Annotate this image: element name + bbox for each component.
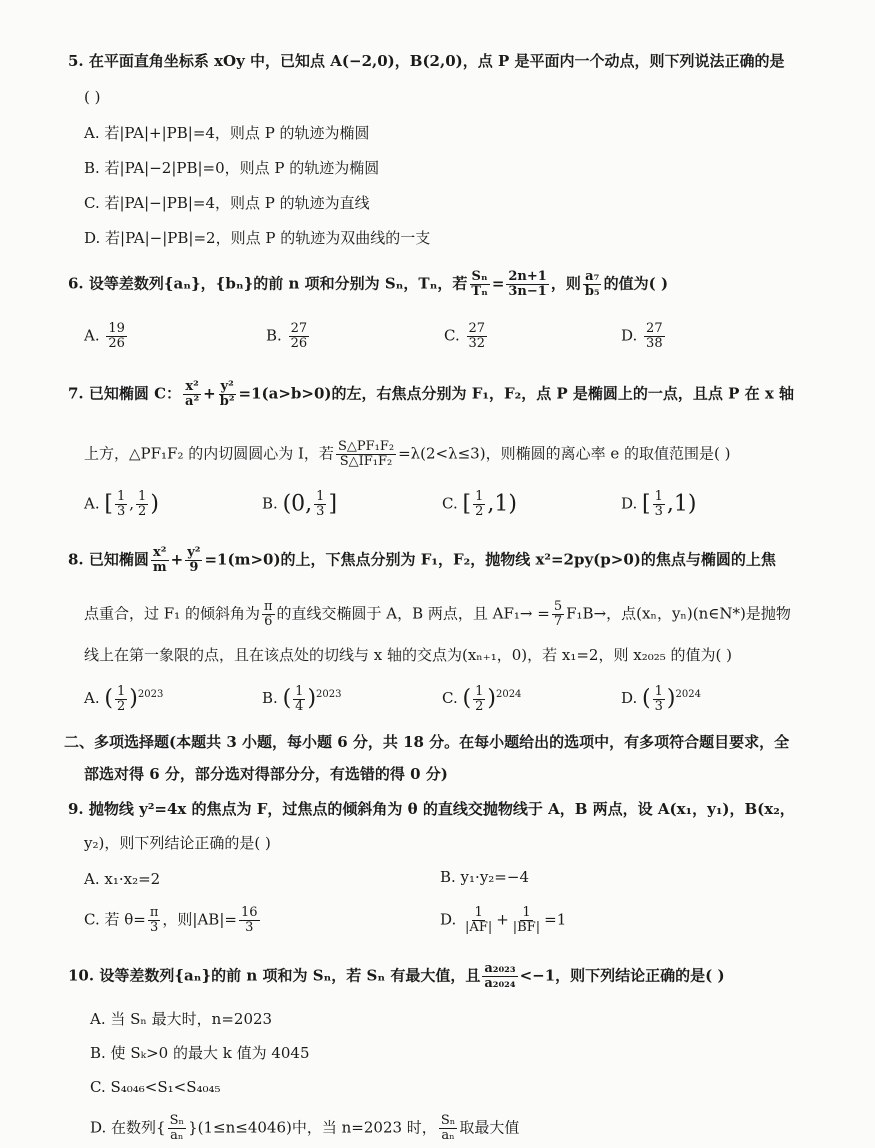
q7-option-d <box>621 490 697 519</box>
q6-a-den: 26 <box>108 336 125 351</box>
q8-frac2-den: 9 <box>189 560 199 575</box>
q7-frac3-den: S△IF₁F₂ <box>339 454 393 469</box>
q8-frac2-num: y² <box>187 545 201 560</box>
q8-pre: 8. 已知椭圆 <box>68 550 149 569</box>
q10-d-frac1-den: aₙ <box>170 1128 184 1143</box>
section2-heading-line2: 部选对得 6 分，部分选对得部分分，有选错的得 0 分) <box>84 765 448 783</box>
q7-pre: 7. 已知椭圆 C： <box>68 384 182 403</box>
q10-d-frac2-num: Sₙ <box>440 1113 456 1128</box>
q7-frac2-num: y² <box>220 379 234 394</box>
q8-l2-post: F₁B→，点(xₙ，yₙ)(n∈N*)是抛物 <box>566 604 791 623</box>
q6-b-den: 26 <box>290 336 308 351</box>
q9-c-frac1-num: π <box>149 905 159 920</box>
q7-frac1-den: a² <box>185 394 200 409</box>
q9-option-a: A. x₁·x₂=2 <box>84 870 161 888</box>
q9-d-frac1-num: 1 <box>474 905 483 920</box>
q9-d-post: =1 <box>544 910 567 929</box>
q8-frac4-num: 5 <box>553 599 563 614</box>
q9-d-frac2-num: 1 <box>522 905 531 920</box>
q6-option-a <box>84 322 129 351</box>
q5-stem-line1: 5. 在平面直角坐标系 xOy 中，已知点 A(−2,0)，B(2,0)，点 P 是平面内一个动点，则下列说法正确的是 <box>68 52 785 70</box>
q6-frac1-num: Sₙ <box>471 269 488 284</box>
q8-c-num: 1 <box>475 683 484 699</box>
q8-a-den: 2 <box>116 698 126 714</box>
q9-c-frac2-num: 16 <box>240 905 258 920</box>
q7-a-comma: , <box>129 494 135 513</box>
q10-d-frac2-den: aₙ <box>441 1128 455 1143</box>
q7-d-num: 1 <box>654 489 663 504</box>
q9-c-frac2-den: 3 <box>245 920 254 935</box>
q8-a-exp: 2023 <box>137 689 164 700</box>
q7-plus: + <box>203 384 216 403</box>
q7-stem-line2 <box>84 440 730 469</box>
q8-option-c: C. ( $\frac{1}{2}$ )$^{2024}$ <box>442 683 522 714</box>
q6-stem-pre: 6. 设等差数列{aₙ}，{bₙ}的前 n 项和分别为 Sₙ，Tₙ，若 <box>68 274 468 293</box>
q6-frac3-den: b₅ <box>584 284 600 299</box>
q6-stem <box>68 270 668 299</box>
q8-frac1-den: m <box>152 560 167 575</box>
q8-a-num: 1 <box>116 683 126 699</box>
q6-frac-s-t <box>469 270 489 299</box>
q7-option-b <box>262 490 337 519</box>
q6-b-num: 27 <box>290 321 308 336</box>
q9-option-c <box>84 906 262 935</box>
q9-d-frac1-den: |AF| <box>465 920 493 935</box>
q6-frac2-num: 2n+1 <box>508 269 547 284</box>
q5-option-b: B. 若|PA|−2|PB|=0，则点 P 的轨迹为椭圆 <box>84 159 380 177</box>
q7-frac1-num: x² <box>185 379 199 394</box>
q7-b-label: B. <box>262 494 278 513</box>
q9-c-frac1-den: 3 <box>149 920 159 935</box>
q6-c-num: 27 <box>468 321 486 336</box>
q7-c-rbr: ,1) <box>487 491 517 517</box>
q7-option-c <box>442 490 517 519</box>
q8-stem-line1 <box>68 546 776 575</box>
q6-option-c <box>444 322 489 351</box>
q10-d-frac1-num: Sₙ <box>169 1113 185 1128</box>
q9-d-label: D. <box>440 910 457 929</box>
q8-c-label: C. <box>442 689 458 707</box>
q9-option-b: B. y₁·y₂=−4 <box>440 868 529 886</box>
q9-d-plus: + <box>496 910 509 929</box>
q7-a-rbr: ) <box>150 491 159 517</box>
q9-c-pre: C. 若 θ= <box>84 910 146 929</box>
q7-frac2-den: b² <box>219 394 235 409</box>
q7-option-a <box>84 490 159 519</box>
q5-answer-bracket: ( ) <box>84 88 101 106</box>
q7-post: =1(a>b>0)的左，右焦点分别为 F₁，F₂，点 P 是椭圆上的一点，且点 P 在 x 轴 <box>238 384 795 403</box>
q6-frac-a-b <box>583 270 602 299</box>
q6-option-d <box>621 322 667 351</box>
q8-c-exp: 2024 <box>495 689 522 700</box>
q8-c-den: 2 <box>475 698 484 714</box>
q8-d-label: D. <box>621 689 638 707</box>
q8-d-num: 1 <box>654 683 663 699</box>
q8-option-a: A. ( $\frac{1}{2}$ )$^{2023}$ <box>84 683 164 714</box>
q7-a-den2: 2 <box>138 504 147 519</box>
q10-option-d <box>90 1114 519 1143</box>
q7-c-num: 1 <box>475 489 484 504</box>
q8-l2-pre: 点重合，过 F₁ 的倾斜角为 <box>84 604 260 623</box>
q5-option-a: A. 若|PA|+|PB|=4，则点 P 的轨迹为椭圆 <box>84 124 370 142</box>
q10-pre: 10. 设等差数列{aₙ}的前 n 项和为 Sₙ，若 Sₙ 有最大值，且 <box>68 966 481 985</box>
q6-eq: = <box>491 274 505 293</box>
q6-b-label: B. <box>266 326 282 345</box>
q6-frac1-den: Tₙ <box>471 284 488 299</box>
q7-c-den: 2 <box>475 504 484 519</box>
q10-post: <−1，则下列结论正确的是( ) <box>519 966 725 985</box>
section2-heading-line1: 二、多项选择题(本题共 3 小题，每小题 6 分，共 18 分。在每小题给出的选项中，有多项符合题目要求，全 <box>64 733 790 751</box>
q7-a-lbr: [ <box>104 491 113 517</box>
q9-stem-line1: 9. 抛物线 y²=4x 的焦点为 F，过焦点的倾斜角为 θ 的直线交抛物线于 A，B 两点，设 A(x₁，y₁)，B(x₂， <box>68 800 795 818</box>
q7-d-lbr: [ <box>642 491 651 517</box>
q7-frac3-num: S△PF₁F₂ <box>337 439 395 454</box>
q7-b-den: 3 <box>316 504 325 519</box>
q10-option-b: B. 使 Sₖ>0 的最大 k 值为 4045 <box>90 1044 310 1062</box>
q10-d-pre: D. 在数列{ <box>90 1118 166 1137</box>
q10-frac-den: a₂₀₂₄ <box>484 976 516 991</box>
q9-stem-line2: y₂)，则下列结论正确的是( ) <box>84 834 271 852</box>
q5-option-d: D. 若|PA|−|PB|=2，则点 P 的轨迹为双曲线的一支 <box>84 229 431 247</box>
q6-mid: ，则 <box>550 274 581 293</box>
q6-a-label: A. <box>84 326 100 345</box>
q8-l2-mid: 的直线交椭圆于 A，B 两点，且 AF₁→ = <box>276 604 550 623</box>
q7-b-rbr: ] <box>328 491 338 517</box>
q6-d-num: 27 <box>646 321 663 336</box>
q7-a-den1: 3 <box>116 504 126 519</box>
q6-c-den: 32 <box>468 336 486 351</box>
q7-l2-post: =λ(2<λ≤3)，则椭圆的离心率 e 的取值范围是( ) <box>398 444 731 463</box>
q6-d-label: D. <box>621 326 638 345</box>
q10-stem <box>68 962 725 991</box>
q8-frac1-num: x² <box>153 545 167 560</box>
q9-c-mid: ，则|AB|= <box>162 910 237 929</box>
q7-d-label: D. <box>621 494 638 513</box>
q6-frac-ratio <box>506 270 548 299</box>
q6-frac3-num: a₇ <box>585 269 600 284</box>
q7-c-lbr: [ <box>462 491 472 517</box>
q8-a-label: A. <box>84 689 100 707</box>
q7-a-num1: 1 <box>116 489 126 504</box>
q8-b-exp: 2023 <box>316 689 342 700</box>
q8-b-num: 1 <box>295 683 304 699</box>
q8-plus: + <box>170 550 184 569</box>
q6-option-b <box>266 322 311 351</box>
q8-frac3-num: π <box>263 599 273 614</box>
q10-option-c: C. S₄₀₄₆<S₁<S₄₀₄₅ <box>90 1078 221 1096</box>
q10-option-a: A. 当 Sₙ 最大时，n=2023 <box>90 1010 273 1028</box>
q9-d-frac2-den: |BF| <box>512 920 541 935</box>
q5-option-c: C. 若|PA|−|PB|=4，则点 P 的轨迹为直线 <box>84 194 370 212</box>
q6-a-num: 19 <box>108 321 125 336</box>
q7-stem-line1 <box>68 380 794 409</box>
q8-b-den: 4 <box>295 698 304 714</box>
q8-frac4-den: 7 <box>553 614 563 629</box>
q6-post: 的值为( ) <box>603 274 669 293</box>
q6-frac2-den: 3n−1 <box>508 284 547 299</box>
q7-l2-pre: 上方，△PF₁F₂ 的内切圆圆心为 I，若 <box>84 444 334 463</box>
q10-d-post: 取最大值 <box>459 1118 520 1137</box>
q7-d-den: 3 <box>654 504 663 519</box>
q7-b-num: 1 <box>316 489 325 504</box>
q7-b-lbr: (0, <box>282 491 313 517</box>
q8-d-den: 3 <box>654 698 663 714</box>
q8-b-label: B. <box>262 689 278 707</box>
q8-option-b: B. ( $\frac{1}{4}$ )$^{2023}$ <box>262 683 342 714</box>
q9-option-d <box>440 906 566 935</box>
q8-frac3-den: 6 <box>264 614 273 629</box>
q6-c-label: C. <box>444 326 460 345</box>
q10-d-mid: }(1≤n≤4046)中，当 n=2023 时， <box>188 1118 437 1137</box>
q6-d-den: 38 <box>646 336 663 351</box>
q10-frac-num: a₂₀₂₃ <box>484 961 516 976</box>
q8-d-exp: 2024 <box>675 689 701 700</box>
q8-stem-line2 <box>84 600 791 629</box>
q7-d-rbr: ,1) <box>666 491 697 517</box>
q8-option-d: D. ( $\frac{1}{3}$ )$^{2024}$ <box>621 683 701 714</box>
q8-post: =1(m>0)的上，下焦点分别为 F₁，F₂，抛物线 x²=2py(p>0)的焦点与椭圆的上焦 <box>204 550 776 569</box>
q7-a-num2: 1 <box>138 489 147 504</box>
q8-stem-line3: 线上在第一象限的点，且在该点处的切线与 x 轴的交点为(xₙ₊₁，0)，若 x₁=2，则 x₂₀₂₅ 的值为( ) <box>84 646 732 664</box>
q7-c-label: C. <box>442 494 458 513</box>
q7-a-label: A. <box>84 494 100 513</box>
